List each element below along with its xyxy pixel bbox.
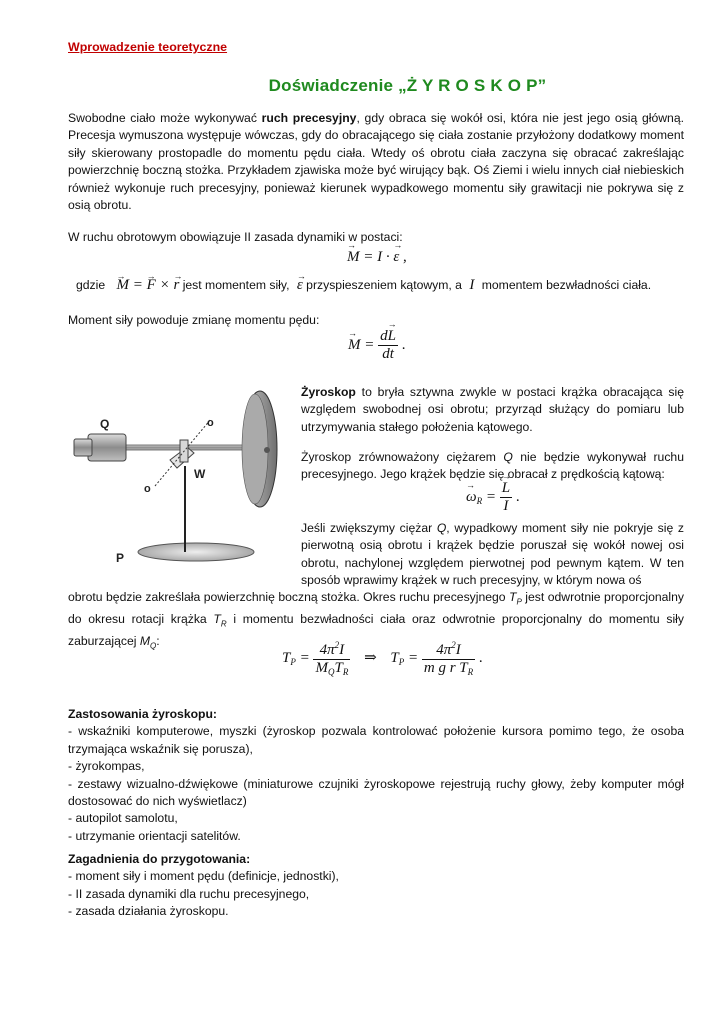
label-o-top: o <box>207 417 214 429</box>
label-o-bottom: o <box>144 483 151 495</box>
gyro-definition: Żyroskop to bryła sztywna zwykle w postaci krążka obracająca się względem swobodnej osi obrotu; przyrząd służący do pomiaru lub utrzymywania stałego położenia kątowego. <box>301 385 684 434</box>
list-item: - żyrokompas, <box>68 759 145 774</box>
label-P: P <box>116 551 125 565</box>
section-header: Wprowadzenie teoretyczne <box>68 40 228 54</box>
list-item: - moment siły i moment pędu (definicje, jednostki), <box>68 869 339 884</box>
gyro-increase: Jeśli zwiększymy ciężar Q, wypadkowy moment siły nie pokryje się z pierwotną osią obrotu i krążek będzie poruszał się wokół nowej osi obrotu, nachylonej względem pierwotnej pod pewnym kątem. W ten sposób wprawimy krążek w ruch precesyjny, w którym nowa oś <box>301 521 684 588</box>
list-item: - zestawy wizualno-dźwiękowe (miniaturowe czujniki żyroskopowe rejestrują ruchy głowy, żeby komputer mógł dostosować do nich wyświetlacz) <box>68 776 684 809</box>
applications-section <box>68 706 684 845</box>
page-title: Doświadczenie „Ż Y R O S K O P” <box>268 76 547 95</box>
list-item: - autopilot samolotu, <box>68 811 178 826</box>
formula-precession-period: $T_P$ = $\frac{4\pi^2I}{M_QT_R}$ ⇒ $T_P$ = $\frac{4\pi^2I}{m g r T_R}$ . <box>282 640 483 677</box>
where-line: gdzie → M = → F × → r jest momentem siły, → ε przyspieszeniem kątowym, a I momentem bezwładności ciała. <box>76 275 651 295</box>
gyro-balanced: Żyroskop zrównoważony ciężarem Q nie będzie wykonywał ruchu precesyjnego. Jego krążek będzie się obracał z prędkością kątową: <box>301 450 684 482</box>
applications-heading: Zastosowania żyroskopu: <box>68 707 217 721</box>
bold-term: ruch precesyjny <box>261 111 357 125</box>
list-item: - utrzymanie orientacji satelitów. <box>68 828 241 843</box>
label-W: W <box>194 467 206 481</box>
list-item: - II zasada dynamiki dla ruchu precesyjnego, <box>68 886 310 901</box>
prep-section <box>68 851 684 921</box>
list-item: - zasada działania żyroskopu. <box>68 904 229 919</box>
intro-paragraph: Swobodne ciało może wykonywać ruch precesyjny, gdy obraca się wokół osi, która nie jest jego osią główną. Precesja wymuszona występuje wówczas, gdy do obracającego się ciała zostanie przyłożony dodatkowy moment siły skierowany prostopadle do momentu pędu ciała. Wtedy oś obrotu ciała zaczyna się obracać zakreślając powierzchnię boczną stożka. Przykładem zjawiska może być wirujący bąk. Oś Ziemi i wielu innych ciał niebieskich również wykonuje ruch precesyjny, ponieważ kierunek wypadkowego momentu siły grawitacji nie pokrywa się z osią obrotu. <box>68 111 684 213</box>
prep-heading: Zagadnienia do przygotowania: <box>68 852 251 866</box>
counterweight <box>88 434 126 461</box>
momentum-intro: Moment siły powoduje zmianę momentu pędu: <box>68 313 320 327</box>
dynamics-intro: W ruchu obrotowym obowiązuje II zasada dynamiki w postaci: <box>68 230 403 244</box>
gyro-continuation: obrotu będzie zakreślała powierzchnię boczną stożka. Okres ruchu precesyjnego $T_P$ jest odwrotnie proporcjonalny do okresu rotacji krążka $T_R$ i momentu bezwładności ciała oraz odwrotnie proporcjonalny do momentu siły zaburzającej $M_Q$: <box>68 590 684 651</box>
formula-momentum: → M = $\frac{d\to L}{dt}$ . <box>348 328 405 363</box>
gyroscope-figure <box>66 384 294 574</box>
formula-angular-velocity: → $\omega_R$ = → $\frac{L}{I}$ . <box>466 480 520 515</box>
list-item: - wskaźniki komputerowe, myszki (żyroskop pozwala kontrolować położenie kursora pomimo tego, że osoba trzymająca wskaźnik się porusza), <box>68 724 684 756</box>
base-plate <box>138 543 254 561</box>
formula-dynamics: → M = I · → ε , <box>347 249 407 266</box>
label-Q: Q <box>100 417 110 431</box>
